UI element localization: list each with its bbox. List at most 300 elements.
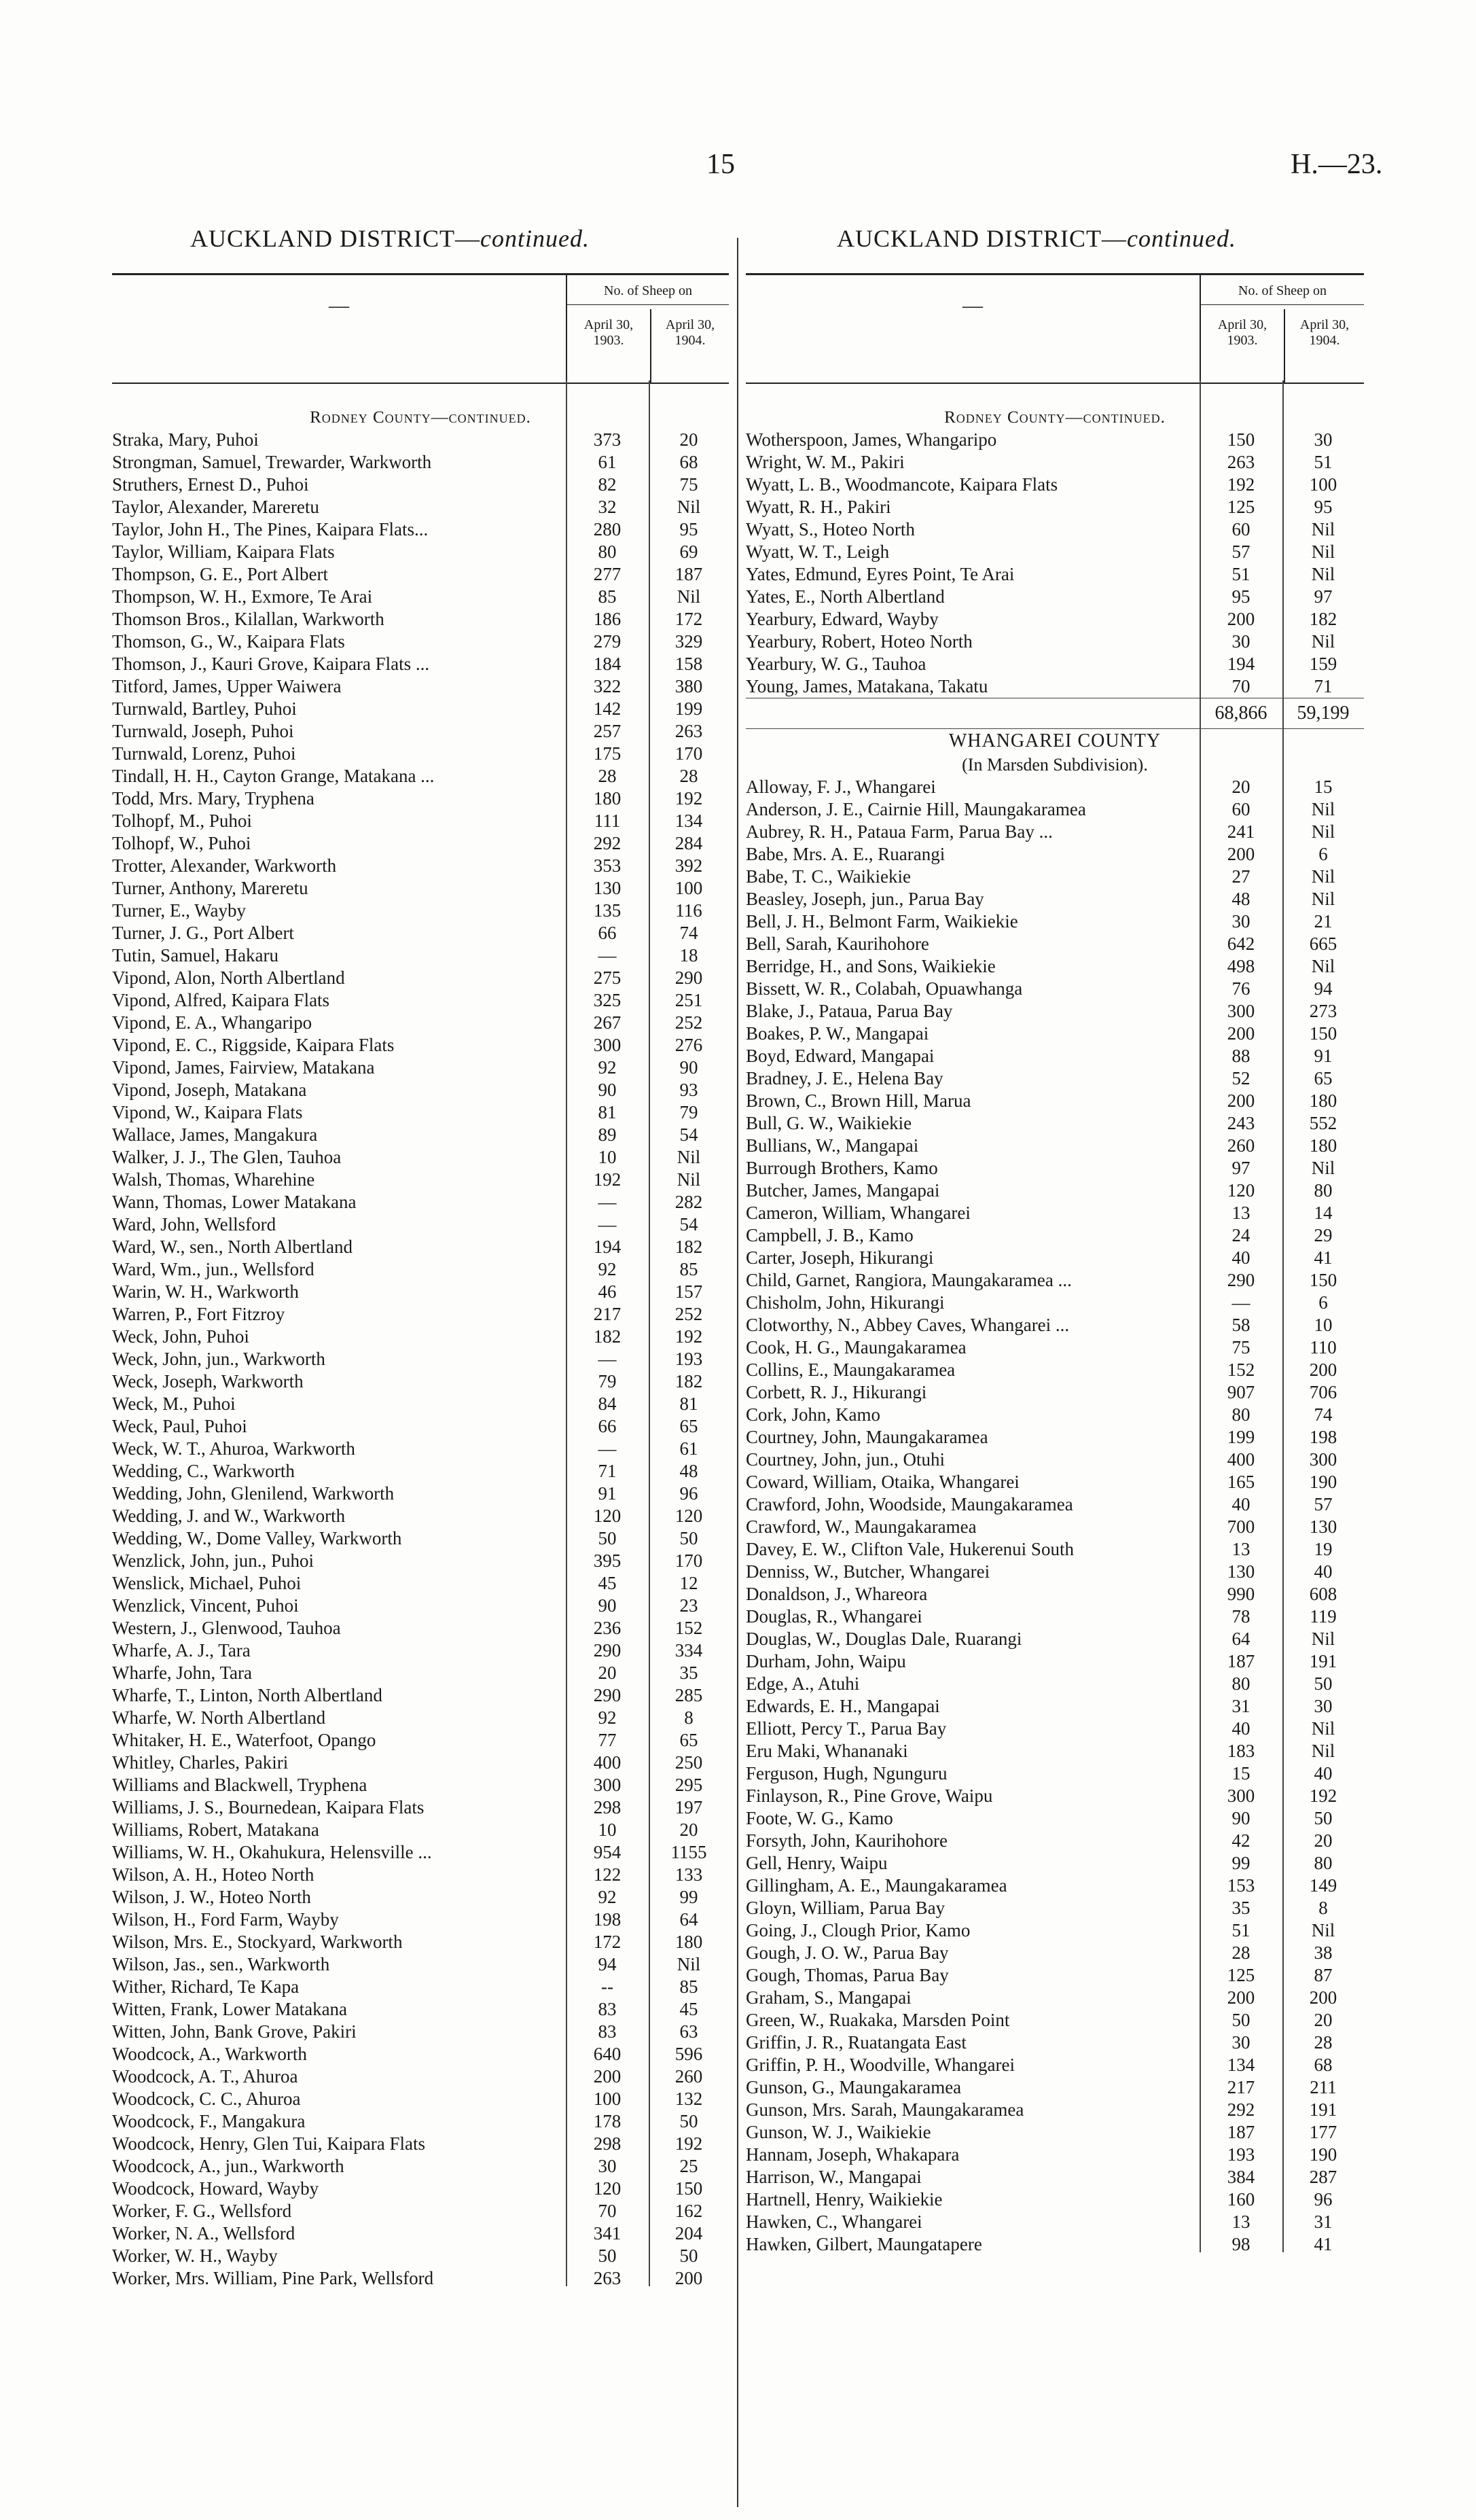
- sheep-1904: Nil: [1311, 519, 1335, 539]
- date-1903: April 30, 1903.: [1217, 317, 1267, 348]
- table-row: [112, 1034, 729, 1057]
- header-divider: [650, 309, 651, 383]
- owner-name: Witten, Frank, Lower Matakana: [112, 1999, 348, 2019]
- table-row: [112, 1393, 729, 1415]
- table-row: [746, 586, 1364, 608]
- sheep-1904: 180: [1309, 1135, 1337, 1156]
- owner-name: Burrough Brothers, Kamo: [746, 1158, 938, 1178]
- sheep-1904: 93: [679, 1080, 698, 1100]
- table-row: [746, 1359, 1364, 1381]
- owner-name: Woodcock, F., Mangakura: [112, 2111, 306, 2131]
- sheep-1904: 38: [1314, 1942, 1333, 1963]
- owner-name: Williams, W. H., Okahukura, Helensville ...: [112, 1842, 432, 1862]
- owner-name: Wyatt, L. B., Woodmancote, Kaipara Flats: [746, 474, 1058, 495]
- sheep-1904: 334: [674, 1640, 703, 1661]
- table-row: [746, 2054, 1364, 2076]
- table-row: [746, 496, 1364, 518]
- table-row: [746, 1740, 1364, 1762]
- sheep-1903: 183: [1227, 1741, 1255, 1761]
- sheep-1903: 97: [1231, 1158, 1250, 1178]
- sheep-1903: 990: [1227, 1584, 1255, 1604]
- sheep-1903: 77: [598, 1730, 617, 1750]
- table-row: [112, 1774, 729, 1796]
- sheep-1903: 300: [1227, 1001, 1255, 1021]
- sheep-1904: 211: [1310, 2077, 1337, 2097]
- owner-name: Williams, J. S., Bournedean, Kaipara Flats: [112, 1797, 425, 1817]
- total-1904: 59,199: [1297, 703, 1350, 724]
- sheep-1903: —: [598, 1438, 617, 1459]
- table-row: [112, 787, 729, 810]
- owner-name: Alloway, F. J., Whangarei: [746, 777, 936, 797]
- owner-name: Wedding, J. and W., Warkworth: [112, 1506, 346, 1526]
- table-row: [746, 1247, 1364, 1269]
- sheep-1904: 149: [1309, 1875, 1337, 1896]
- sheep-1903: —: [598, 1214, 617, 1235]
- owner-name: Witten, John, Bank Grove, Pakiri: [112, 2021, 357, 2042]
- table-row: [112, 1213, 729, 1236]
- owner-name: Green, W., Ruakaka, Marsden Point: [746, 2010, 1010, 2030]
- subdivision-heading: (In Marsden Subdivision).: [962, 755, 1148, 775]
- sheep-1903: 263: [593, 2268, 622, 2288]
- owner-name: Western, J., Glenwood, Tauhoa: [112, 1618, 341, 1638]
- sheep-1903: 51: [1231, 564, 1250, 584]
- sheep-1904: 25: [679, 2156, 698, 2176]
- owner-name: Young, James, Matakana, Takatu: [746, 676, 988, 696]
- table-row: [112, 1303, 729, 1326]
- owner-name: Hawken, C., Whangarei: [746, 2212, 922, 2232]
- table-row: [746, 843, 1364, 866]
- table-row: [112, 1438, 729, 1460]
- sheep-1904: Nil: [1311, 799, 1335, 819]
- sheep-1903: 85: [598, 586, 617, 607]
- sheep-1903: 279: [593, 631, 622, 652]
- sheep-1903: 91: [598, 1483, 617, 1504]
- sheep-1904: 191: [1309, 1651, 1337, 1671]
- owner-name: Tindall, H. H., Cayton Grange, Matakana ...: [112, 766, 435, 786]
- sheep-1903: 80: [1231, 1673, 1250, 1694]
- owner-name: Wilson, A. H., Hoteo North: [112, 1864, 314, 1885]
- sheep-1904: 170: [674, 1550, 703, 1571]
- sheep-1904: 50: [679, 2246, 698, 2266]
- table-row: [746, 1987, 1364, 2009]
- sheep-1903: 76: [1231, 978, 1250, 999]
- table-row: [112, 1595, 729, 1617]
- sheep-1903: 83: [598, 1999, 617, 2019]
- sheep-1903: 400: [1227, 1449, 1255, 1470]
- owner-name: Vipond, James, Fairview, Matakana: [112, 1057, 375, 1078]
- sheep-1904: 96: [1314, 2189, 1333, 2210]
- table-row: [112, 1415, 729, 1438]
- owner-name: Vipond, E. A., Whangaripo: [112, 1012, 312, 1033]
- sheep-1903: 30: [1231, 2032, 1250, 2053]
- sheep-1903: 46: [598, 1281, 617, 1302]
- table-row: [112, 1527, 729, 1550]
- sheep-1903: 217: [1227, 2077, 1255, 2097]
- owner-name: Anderson, J. E., Cairnie Hill, Maungakaramea: [746, 799, 1086, 819]
- sheep-1903: 28: [598, 766, 617, 786]
- owner-name: Weck, Paul, Puhoi: [112, 1416, 247, 1436]
- header-divider: [1284, 309, 1285, 383]
- table-row: [746, 2076, 1364, 2099]
- sheep-1904: 150: [1309, 1270, 1337, 1290]
- sheep-1904: Nil: [1311, 1158, 1335, 1178]
- sheep-1903: 200: [1227, 1090, 1255, 1111]
- table-row: [112, 1617, 729, 1639]
- owner-name: Weck, John, Puhoi: [112, 1326, 249, 1347]
- table-row: [112, 1483, 729, 1505]
- table-row: [112, 1639, 729, 1662]
- sheep-count-header: [1200, 275, 1364, 383]
- sheep-1904: 130: [1309, 1516, 1337, 1537]
- owner-name: Yearbury, Edward, Wayby: [746, 609, 939, 629]
- owner-name: Ferguson, Hugh, Ngunguru: [746, 1763, 948, 1783]
- table-row: [112, 1191, 729, 1213]
- sheep-1903: 82: [598, 474, 617, 495]
- sheep-1903: 640: [593, 2044, 622, 2064]
- table-row: [746, 608, 1364, 631]
- owner-name: Tolhopf, W., Puhoi: [112, 833, 251, 853]
- sheep-1904: 68: [679, 452, 698, 472]
- owner-name: Bissett, W. R., Colabah, Opuawhanga: [746, 978, 1023, 999]
- sheep-1903: 79: [598, 1371, 617, 1391]
- sheep-1904: 116: [675, 900, 702, 921]
- sheep-1903: 50: [1231, 2010, 1250, 2030]
- owner-name: Tolhopf, M., Puhoi: [112, 811, 252, 831]
- sheep-1904: 79: [679, 1102, 698, 1122]
- table-row: [112, 855, 729, 877]
- table-row: [112, 698, 729, 720]
- sheep-1903: 57: [1231, 542, 1250, 562]
- sheep-1904: 182: [1309, 609, 1337, 629]
- owner-name: Weck, John, jun., Warkworth: [112, 1349, 325, 1369]
- sheep-1903: 24: [1231, 1225, 1250, 1245]
- table-row: [746, 1269, 1364, 1292]
- table-row: [112, 1953, 729, 1976]
- table-row: [112, 1796, 729, 1819]
- table-row: [112, 1460, 729, 1483]
- table-row: [112, 2065, 729, 2088]
- sheep-1903: 187: [1227, 1651, 1255, 1671]
- sheep-1904: 204: [674, 2223, 703, 2243]
- owner-name: Weck, Joseph, Warkworth: [112, 1371, 304, 1391]
- owner-name: Cook, H. G., Maungakaramea: [746, 1337, 967, 1357]
- owner-name: Vipond, Joseph, Matakana: [112, 1080, 307, 1100]
- sheep-1903: 260: [1227, 1135, 1255, 1156]
- owner-name: Gunson, Mrs. Sarah, Maungakaramea: [746, 2099, 1024, 2120]
- owner-name: Gunson, W. J., Waikiekie: [746, 2122, 931, 2142]
- sheep-1904: 30: [1314, 429, 1333, 450]
- owner-name: Wilson, H., Ford Farm, Wayby: [112, 1909, 339, 1930]
- sheep-1904: 64: [679, 1909, 698, 1930]
- owner-name: Warren, P., Fort Fitzroy: [112, 1304, 285, 1324]
- owner-name: Turner, J. G., Port Albert: [112, 923, 294, 943]
- owner-name: Wilson, J. W., Hoteo North: [112, 1887, 311, 1907]
- sheep-1903: 30: [1231, 631, 1250, 652]
- owner-name: Graham, S., Mangapai: [746, 1987, 912, 2008]
- right-title-main: AUCKLAND DISTRICT—: [837, 225, 1127, 252]
- table-row: [746, 518, 1364, 541]
- sheep-1904: Nil: [677, 586, 701, 607]
- table-row: [746, 1179, 1364, 1202]
- owner-name: Strongman, Samuel, Trewarder, Warkworth: [112, 452, 432, 472]
- owner-name: Thomson, G., W., Kaipara Flats: [112, 631, 345, 652]
- sheep-1904: 81: [679, 1394, 698, 1414]
- right-column: [746, 273, 1364, 2256]
- sheep-1903: 341: [593, 2223, 622, 2243]
- sheep-1904: 19: [1314, 1539, 1333, 1559]
- sheep-1904: 150: [1309, 1023, 1337, 1044]
- sheep-1903: 153: [1227, 1875, 1255, 1896]
- owner-name: Ward, W., sen., North Albertland: [112, 1237, 353, 1257]
- sheep-1903: 75: [1231, 1337, 1250, 1357]
- owner-name: Finlayson, R., Pine Grove, Waipu: [746, 1786, 993, 1806]
- owner-name: Child, Garnet, Rangiora, Maungakaramea ...: [746, 1270, 1072, 1290]
- sheep-1903: 28: [1231, 1942, 1250, 1963]
- owner-name: Trotter, Alexander, Warkworth: [112, 855, 337, 876]
- sheep-1904: 35: [679, 1663, 698, 1683]
- table-row: [746, 2188, 1364, 2211]
- sheep-1903: 51: [1231, 1920, 1250, 1940]
- sheep-1903: 122: [593, 1864, 622, 1885]
- sheep-1903: 198: [593, 1909, 622, 1930]
- owner-name: Butcher, James, Mangapai: [746, 1180, 940, 1201]
- sheep-1904: 69: [679, 542, 698, 562]
- table-row: [112, 720, 729, 743]
- owner-name: Woodcock, Howard, Wayby: [112, 2178, 319, 2199]
- owner-name: Yearbury, W. G., Tauhoa: [746, 654, 926, 674]
- table-row: [746, 2144, 1364, 2166]
- sheep-1903: 298: [593, 1797, 622, 1817]
- owner-name: Gough, Thomas, Parua Bay: [746, 1965, 949, 1985]
- table-row: [112, 1752, 729, 1774]
- sheep-1903: 642: [1227, 934, 1255, 954]
- sheep-1904: 273: [1309, 1001, 1337, 1021]
- sheep-1903: 42: [1231, 1830, 1250, 1851]
- date-1904: April 30, 1904.: [1299, 317, 1350, 348]
- sheep-1903: 175: [593, 743, 622, 764]
- table-row: [112, 967, 729, 989]
- sheep-1904: 200: [674, 2268, 703, 2288]
- sheep-1904: 6: [1318, 1292, 1328, 1313]
- owner-name: Wallace, James, Mangakura: [112, 1124, 318, 1145]
- sheep-1904: 134: [674, 811, 703, 831]
- left-column-title: [190, 224, 590, 253]
- owner-name: Wotherspoon, James, Whangaripo: [746, 429, 997, 450]
- table-row: [112, 518, 729, 541]
- owner-name: Yearbury, Robert, Hoteo North: [746, 631, 973, 652]
- sheep-1904: 40: [1314, 1561, 1333, 1582]
- sheep-1903: 125: [1227, 1965, 1255, 1985]
- sheep-label: No. of Sheep on: [567, 283, 729, 305]
- owner-name: Worker, F. G., Wellsford: [112, 2201, 292, 2221]
- table-row: [112, 900, 729, 922]
- table-row: [746, 1762, 1364, 1785]
- sheep-1904: 120: [674, 1506, 703, 1526]
- sheep-1903: 199: [1227, 1427, 1255, 1447]
- table-row: [112, 1909, 729, 1931]
- sheep-1904: 198: [1309, 1427, 1337, 1447]
- right-column-title: [837, 224, 1236, 253]
- sheep-1904: 193: [674, 1349, 703, 1369]
- sheep-1903: 61: [598, 452, 617, 472]
- owner-name: Gell, Henry, Waipu: [746, 1853, 888, 1873]
- table-row: [112, 1976, 729, 1998]
- owner-name: Turnwald, Bartley, Puhoi: [112, 698, 297, 719]
- owner-name: Bell, J. H., Belmont Farm, Waikiekie: [746, 911, 1018, 931]
- sheep-1903: 325: [593, 990, 622, 1010]
- sheep-1903: —: [598, 945, 617, 965]
- sheep-1903: 192: [593, 1169, 622, 1190]
- owner-name: Berridge, H., and Sons, Waikiekie: [746, 956, 996, 976]
- sheep-1903: 88: [1231, 1046, 1250, 1066]
- sheep-1903: 66: [598, 923, 617, 943]
- sheep-1903: 40: [1231, 1494, 1250, 1514]
- sheep-1903: 135: [593, 900, 622, 921]
- sheep-1903: 35: [1231, 1898, 1250, 1918]
- column-divider: [737, 238, 738, 2507]
- sheep-1904: 45: [679, 1999, 698, 2019]
- sheep-1903: 71: [598, 1461, 617, 1481]
- sheep-1904: 63: [679, 2021, 698, 2042]
- owner-name: Williams, Robert, Matakana: [112, 1820, 319, 1840]
- sheep-1904: 20: [679, 429, 698, 450]
- sheep-1903: 300: [593, 1775, 622, 1795]
- sheep-1903: 193: [1227, 2144, 1255, 2165]
- table-row: [112, 1729, 729, 1752]
- table-row: [112, 653, 729, 675]
- sheep-1904: 596: [674, 2044, 703, 2064]
- sheep-1903: 94: [598, 1954, 617, 1974]
- sheep-1903: --: [601, 1976, 613, 1997]
- owner-name: Crawford, John, Woodside, Maungakaramea: [746, 1494, 1073, 1514]
- sheep-1903: 130: [1227, 1561, 1255, 1582]
- table-row: [746, 474, 1364, 496]
- sheep-1904: 8: [1318, 1898, 1328, 1918]
- table-row: [746, 429, 1364, 451]
- sheep-1903: 70: [598, 2201, 617, 2221]
- sheep-1903: 89: [598, 1124, 617, 1145]
- sheep-1903: 192: [1227, 474, 1255, 495]
- column-rule: [1282, 380, 1284, 2252]
- sheep-1903: 200: [1227, 844, 1255, 864]
- owner-name: Brown, C., Brown Hill, Marua: [746, 1090, 971, 1111]
- owner-name: Walker, J. J., The Glen, Tauhoa: [112, 1147, 342, 1167]
- sheep-1904: 191: [1309, 2099, 1337, 2120]
- table-row: [112, 944, 729, 967]
- table-row: [746, 1897, 1364, 1919]
- sheep-1904: 74: [1314, 1404, 1333, 1425]
- owner-name: Worker, N. A., Wellsford: [112, 2223, 295, 2243]
- table-row: [746, 1852, 1364, 1875]
- owner-name: Thompson, W. H., Exmore, Te Arai: [112, 586, 373, 607]
- sheep-1904: 15: [1314, 777, 1333, 797]
- sheep-1904: 329: [674, 631, 703, 652]
- sheep-1904: 74: [679, 923, 698, 943]
- table-row: [746, 1314, 1364, 1336]
- sheep-1903: 194: [593, 1237, 622, 1257]
- sheep-1904: 10: [1314, 1315, 1333, 1335]
- table-row: [746, 1807, 1364, 1830]
- table-row: [746, 631, 1364, 653]
- table-row: [112, 1281, 729, 1303]
- sheep-1904: 96: [679, 1483, 698, 1504]
- page-number: 15: [706, 149, 735, 180]
- column-rule: [1200, 380, 1201, 2252]
- table-row: [112, 877, 729, 900]
- table-row: [112, 832, 729, 855]
- left-title-main: AUCKLAND DISTRICT—: [190, 225, 480, 252]
- sheep-1903: 92: [598, 1057, 617, 1078]
- sheep-1903: 98: [1231, 2234, 1250, 2254]
- sheep-1904: 252: [674, 1304, 703, 1324]
- owner-name: Chisholm, John, Hikurangi: [746, 1292, 945, 1313]
- table-row: [112, 2178, 729, 2200]
- owner-name: Titford, James, Upper Waiwera: [112, 676, 342, 696]
- sheep-1904: 41: [1314, 1247, 1333, 1268]
- owner-name: Hartnell, Henry, Waikiekie: [746, 2189, 943, 2210]
- sheep-1903: 200: [1227, 1023, 1255, 1044]
- sheep-1903: —: [1231, 1292, 1250, 1313]
- owner-name: Wyatt, S., Hoteo North: [746, 519, 915, 539]
- owner-name: Aubrey, R. H., Pataua Farm, Parua Bay ...: [746, 821, 1053, 842]
- sheep-1904: Nil: [677, 1169, 701, 1190]
- table-row: [746, 1942, 1364, 1964]
- table-row: [746, 1785, 1364, 1807]
- table-row: [112, 810, 729, 832]
- table-row: [112, 1124, 729, 1146]
- table-row: [112, 922, 729, 944]
- section-heading: Rodney County—continued.: [310, 408, 531, 427]
- sheep-1903: 954: [593, 1842, 622, 1862]
- sheep-1903: 194: [1227, 654, 1255, 674]
- table-row: [112, 1931, 729, 1953]
- sheep-1904: 50: [679, 2111, 698, 2131]
- table-row: [746, 1628, 1364, 1650]
- owner-name: Vipond, Alon, North Albertland: [112, 968, 345, 988]
- owner-name: Babe, Mrs. A. E., Ruarangi: [746, 844, 946, 864]
- table-row: [746, 798, 1364, 821]
- table-row: [746, 2009, 1364, 2031]
- sheep-1903: 20: [1231, 777, 1250, 797]
- sheep-1903: 32: [598, 497, 617, 517]
- sheep-1903: 186: [593, 609, 622, 629]
- owner-name: Worker, W. H., Wayby: [112, 2246, 278, 2266]
- owner-name: Wyatt, R. H., Pakiri: [746, 497, 891, 517]
- table-row: [746, 2031, 1364, 2054]
- table-row: [746, 1449, 1364, 1471]
- sheep-1904: 20: [1314, 2010, 1333, 2030]
- sheep-1904: 80: [1314, 1853, 1333, 1873]
- table-row: [746, 888, 1364, 910]
- sheep-1903: 70: [1231, 676, 1250, 696]
- owner-name: Hannam, Joseph, Whakapara: [746, 2144, 960, 2165]
- sheep-1903: 120: [1227, 1180, 1255, 1201]
- table-row: [112, 1707, 729, 1729]
- owner-name: Campbell, J. B., Kamo: [746, 1225, 914, 1245]
- sheep-1903: 92: [598, 1887, 617, 1907]
- table-row: [746, 1023, 1364, 1045]
- owner-name: Wither, Richard, Te Kapa: [112, 1976, 300, 1997]
- sheep-1904: 100: [1309, 474, 1337, 495]
- spacer: [112, 384, 729, 406]
- table-row: [746, 1135, 1364, 1157]
- owner-name: Wenzlick, Vincent, Puhoi: [112, 1595, 299, 1616]
- sheep-1904: 100: [674, 878, 703, 898]
- sheep-1904: 31: [1314, 2212, 1333, 2232]
- sheep-1903: 100: [593, 2089, 622, 2109]
- table-row: [746, 1067, 1364, 1090]
- sheep-1904: 295: [674, 1775, 703, 1795]
